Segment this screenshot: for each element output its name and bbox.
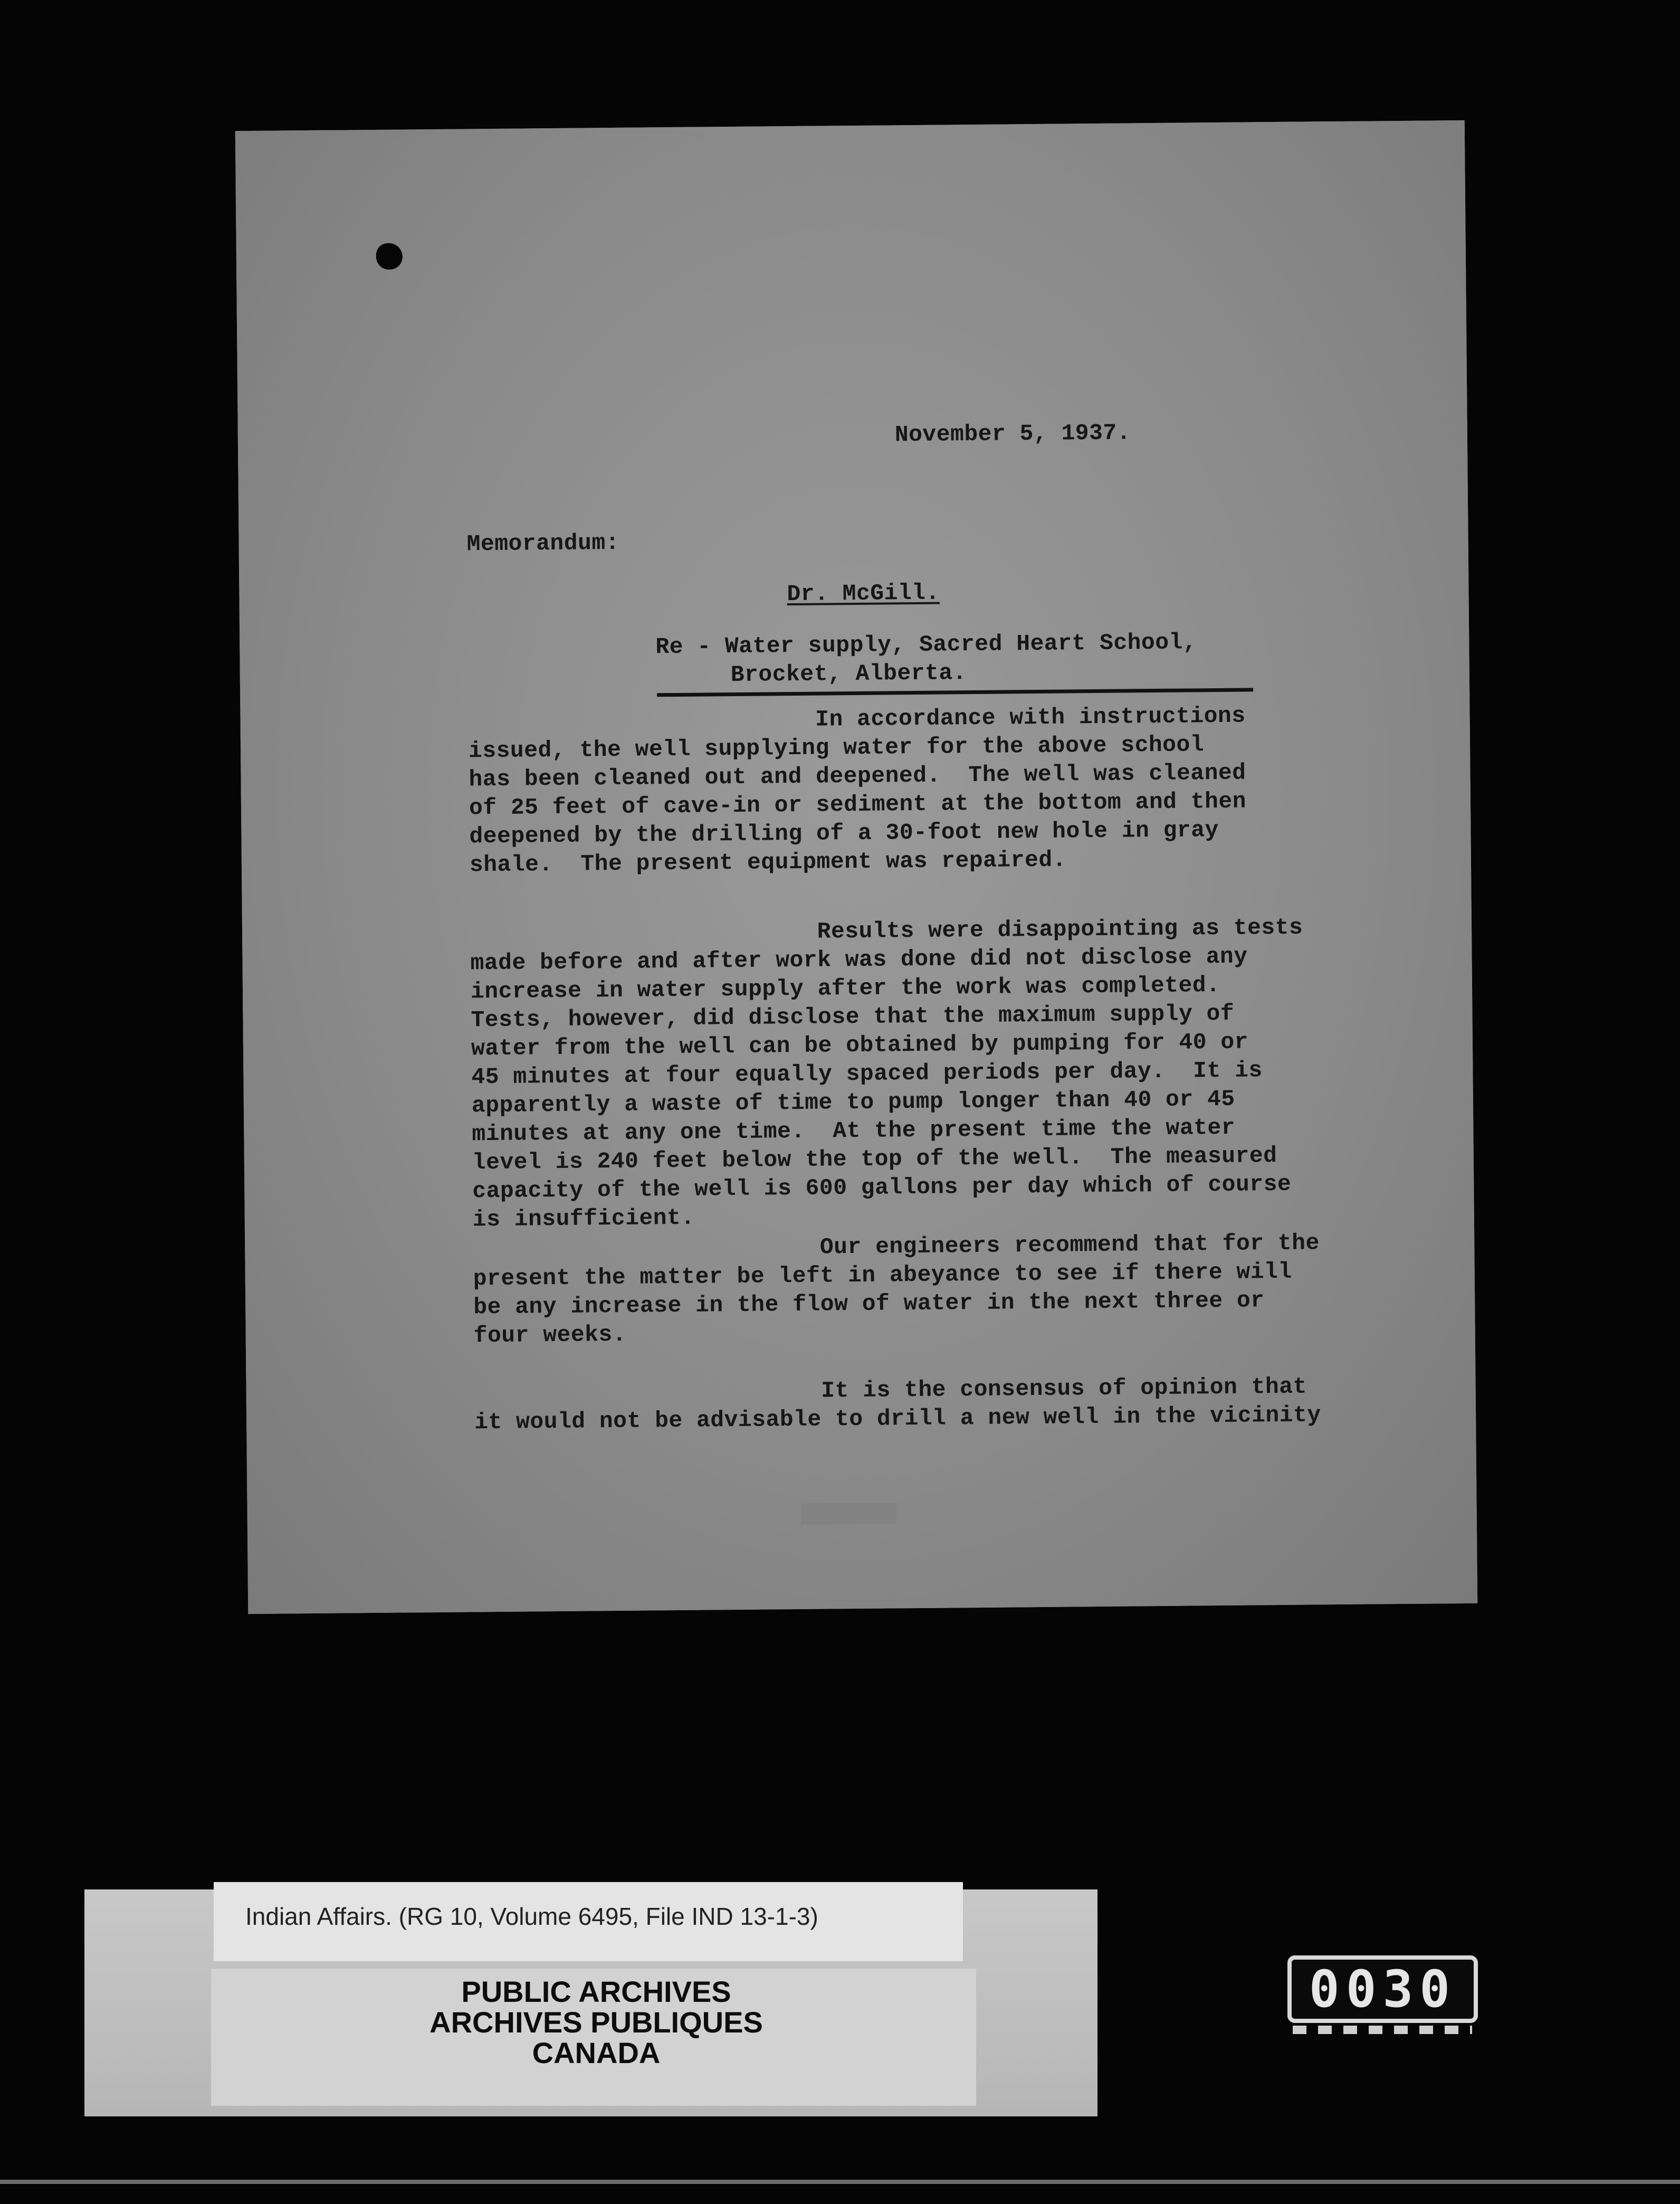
film-edge bbox=[0, 2180, 1680, 2184]
frame-counter-ticks bbox=[1293, 2026, 1472, 2034]
faint-stamp-mark bbox=[801, 1503, 896, 1525]
letter-page bbox=[235, 120, 1477, 1614]
subject-line-1: Re - Water supply, Sacred Heart School, bbox=[655, 629, 1197, 660]
letter-date: November 5, 1937. bbox=[894, 420, 1131, 448]
paragraph-2: Results were disappointing as tests made before and after work was done did not disclose any increase in water supply after the work was completed. Tests, however, did disclose that the maximum supply of water from the well can be obtained by pumping for 40 or 45 minutes at four equally spaced periods per day. It is apparently a waste of time to pump longer than 40 or 45 minutes at any one time. At the present time the water level is 240 feet below the top of the well. The measured capacity of the well is 600 gallons per day which of course is insufficient. bbox=[470, 914, 1303, 1233]
reference-card bbox=[214, 1882, 963, 1961]
frame-number: 0030 bbox=[1287, 1955, 1478, 2023]
paragraph-3: Our engineers recommend that for the present the matter be left in abeyance to see if there will be any increase in the flow of water in the next three or four weeks. bbox=[473, 1230, 1320, 1349]
archive-reference: Indian Affairs. (RG 10, Volume 6495, File IND 13-1-3) bbox=[245, 1903, 818, 1930]
archive-name-line-3: CANADA bbox=[532, 2036, 661, 2069]
punch-hole bbox=[376, 243, 403, 269]
subject-line-2: Brocket, Alberta. bbox=[730, 660, 967, 688]
paragraph-4: It is the consensus of opinion that it would not be advisable to drill a new well in the vicinity bbox=[474, 1373, 1321, 1436]
paragraph-1: In accordance with instructions issued, the well supplying water for the above school has been cleaned out and deepened. The well was cleaned of 25 feet of cave-in or sediment at the bottom and then deepened by the drilling of a 30-foot new hole in gray shale. The present equipment was repaired. bbox=[468, 702, 1247, 878]
archive-name bbox=[364, 1977, 828, 2068]
subject-underline bbox=[657, 688, 1253, 697]
addressee: Dr. McGill. bbox=[787, 580, 940, 607]
archive-name-line-1: PUBLIC ARCHIVES bbox=[461, 1975, 731, 2008]
archive-name-line-2: ARCHIVES PUBLIQUES bbox=[429, 2006, 763, 2039]
memorandum-label: Memorandum: bbox=[466, 529, 620, 557]
